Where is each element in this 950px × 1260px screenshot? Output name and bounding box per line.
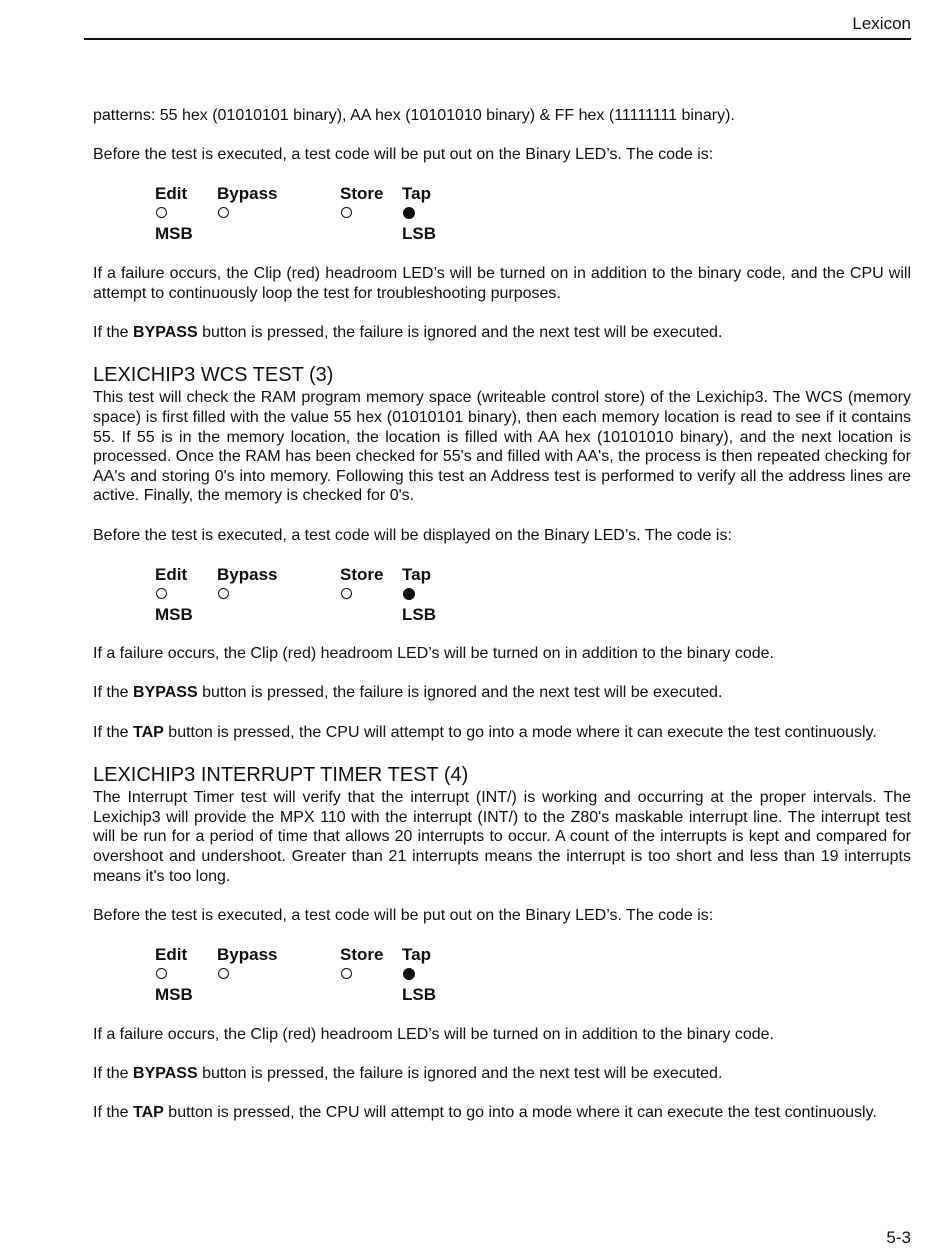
paragraph xyxy=(93,723,911,743)
code-label-tap: Tap xyxy=(402,945,431,964)
led-code-table xyxy=(155,184,911,244)
code-label-store: Store xyxy=(340,184,384,204)
bypass-keyword: BYPASS xyxy=(133,684,198,702)
text: If the xyxy=(93,723,134,741)
led-on-icon xyxy=(403,207,415,219)
led-code-table xyxy=(155,565,911,625)
text: button is pressed, the failure is ignored and the next test will be executed. xyxy=(197,1064,723,1082)
code-label-bypass: Bypass xyxy=(217,945,278,964)
tap-keyword: TAP xyxy=(133,1103,164,1121)
code-label-tap: Tap xyxy=(402,184,431,204)
text: If the xyxy=(93,1103,134,1121)
text: If the xyxy=(93,684,134,702)
paragraph: If a failure occurs, the Clip (red) headroom LED’s will be turned on in addition to the binary code, and the CPU will attempt to continuously loop the test for troubleshooting purposes. xyxy=(93,264,911,302)
code-label-store: Store xyxy=(340,564,384,584)
paragraph: Before the test is executed, a test code will be displayed on the Binary LED’s. The code is: xyxy=(93,526,732,544)
led-off-icon xyxy=(341,207,352,218)
paragraph: patterns: 55 hex (01010101 binary), AA hex (10101010 binary) & FF hex (11111111 binary). xyxy=(93,107,735,124)
paragraph xyxy=(93,323,911,343)
paragraph xyxy=(93,683,911,703)
paragraph: If a failure occurs, the Clip (red) headroom LED’s will be turned on in addition to the binary code. xyxy=(93,1025,774,1043)
header-brand: Lexicon xyxy=(852,14,911,33)
text: button is pressed, the CPU will attempt to go into a mode where it can execute the test continuously. xyxy=(163,1103,877,1121)
led-code-table xyxy=(155,945,911,1005)
code-lsb-label: LSB xyxy=(402,604,436,624)
page-header xyxy=(84,12,911,40)
paragraph: If a failure occurs, the Clip (red) headroom LED’s will be turned on in addition to the binary code. xyxy=(93,645,774,663)
led-off-icon xyxy=(341,968,352,979)
code-label-store: Store xyxy=(340,945,384,964)
code-msb-label: MSB xyxy=(155,604,193,624)
code-label-edit: Edit xyxy=(155,945,188,964)
paragraph: The Interrupt Timer test will verify that the interrupt (INT/) is working and occurring at the proper intervals. The Lexichip3 will provide the MPX 110 with the interrupt (INT/) to the Z80's maskable interrupt line. The interrupt test will be run for a period of time that allows 20 interrupts to occur. A count of the interrupts is kept and compared for overshoot and undershoot. Greater than 21 interrupts means the interrupt is too short and less than 19 interrupts means it's too long. xyxy=(93,789,911,885)
code-label-bypass: Bypass xyxy=(217,564,278,584)
section-heading: LEXICHIP3 INTERRUPT TIMER TEST (4) xyxy=(93,764,469,787)
text: If the xyxy=(93,323,134,341)
section-heading: LEXICHIP3 WCS TEST (3) xyxy=(93,364,334,387)
led-off-icon xyxy=(156,588,167,599)
paragraph: This test will check the RAM program memory space (writeable control store) of the Lexichip3. The WCS (memory space) is first filled with the value 55 hex (01010101 binary), then each memory location is read to see if it contains 55. If 55 is in the memory location, the location is filled with AA hex (10101010 binary), and the next location is processed. Once the RAM has been checked for 55's and filled with AA's, the process is then repeated checking for AA's and storing 0's into memory. Following this test an Address test is performed to verify all the address lines are active. Finally, the memory is checked for 0's. xyxy=(93,389,911,505)
page-content xyxy=(93,106,911,1123)
led-off-icon xyxy=(218,588,229,599)
page-number: 5-3 xyxy=(886,1228,911,1247)
code-label-tap: Tap xyxy=(402,564,431,584)
tap-keyword: TAP xyxy=(133,723,164,741)
code-label-edit: Edit xyxy=(155,184,188,204)
paragraph xyxy=(93,1103,911,1123)
bypass-keyword: BYPASS xyxy=(133,1064,198,1082)
led-off-icon xyxy=(156,968,167,979)
led-off-icon xyxy=(218,968,229,979)
text: button is pressed, the failure is ignored and the next test will be executed. xyxy=(197,323,723,341)
led-off-icon xyxy=(341,588,352,599)
code-lsb-label: LSB xyxy=(402,985,436,1004)
code-label-edit: Edit xyxy=(155,564,188,584)
code-msb-label: MSB xyxy=(155,224,193,244)
led-on-icon xyxy=(403,588,415,600)
code-label-bypass: Bypass xyxy=(217,184,278,204)
paragraph: Before the test is executed, a test code will be put out on the Binary LED’s. The code is: xyxy=(93,146,714,164)
code-msb-label: MSB xyxy=(155,985,193,1004)
text: button is pressed, the CPU will attempt to go into a mode where it can execute the test continuously. xyxy=(163,723,877,741)
led-off-icon xyxy=(156,207,167,218)
led-off-icon xyxy=(218,207,229,218)
text: If the xyxy=(93,1064,134,1082)
code-lsb-label: LSB xyxy=(402,224,436,244)
text: button is pressed, the failure is ignored and the next test will be executed. xyxy=(197,684,723,702)
bypass-keyword: BYPASS xyxy=(133,323,198,341)
led-on-icon xyxy=(403,968,415,980)
paragraph xyxy=(93,1064,911,1084)
paragraph: Before the test is executed, a test code will be put out on the Binary LED’s. The code is: xyxy=(93,906,714,924)
